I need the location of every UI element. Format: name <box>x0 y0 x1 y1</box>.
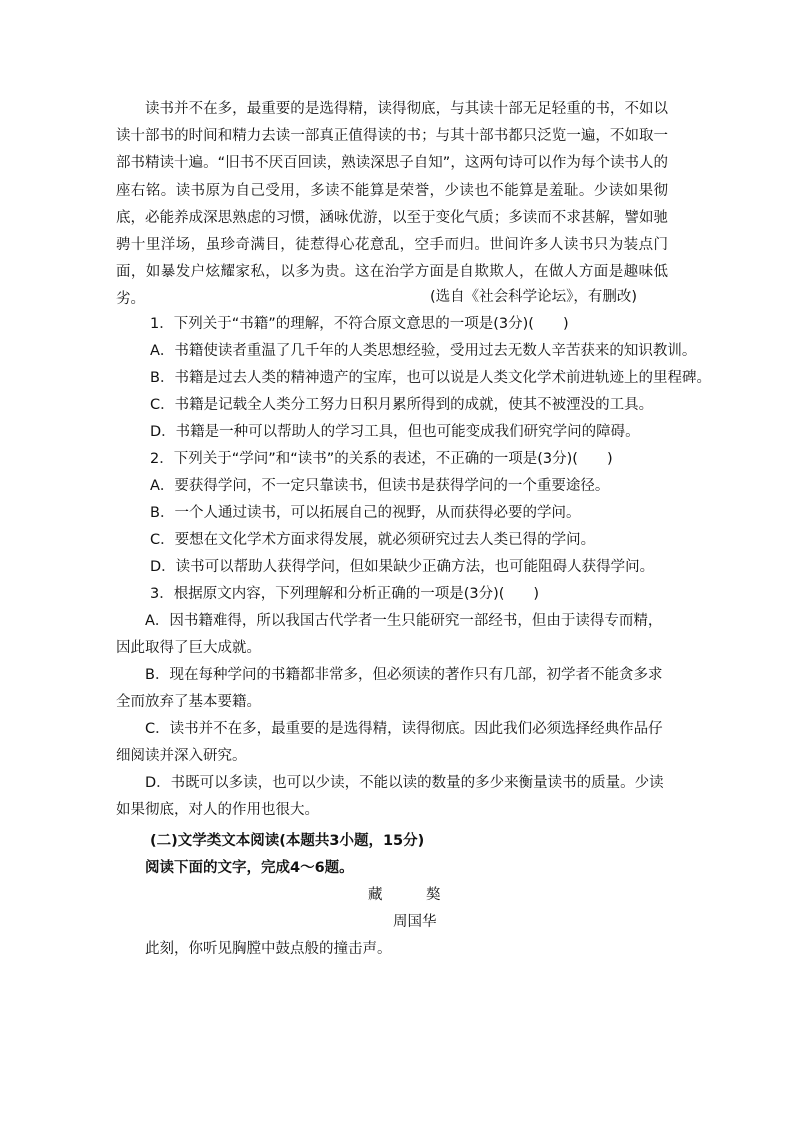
question-2-stem: 2．下列关于“学问”和“读书”的关系的表述，不正确的一项是(3分)( ) <box>150 451 613 467</box>
question-1-option-d: D．书籍是一种可以帮助人的学习工具，但也可能变成我们研究学问的障碍。 <box>150 424 640 440</box>
question-1-option-c: C．书籍是记载全人类分工努力日积月累所得到的成就，使其不被湮没的工具。 <box>150 397 654 413</box>
question-3-option-a: A．因书籍难得，所以我国古代学者一生只能研究一部经书，但由于读得专而精，因此取得了巨大成就。 <box>116 613 663 657</box>
question-3-option-c: C．读书并不在多，最重要的是选得精，读得彻底。因此我们必须选择经典作品仔细阅读并深入研究。 <box>116 721 663 765</box>
passage-source: (选自《社会科学论坛》，有删改) <box>430 289 638 305</box>
question-2-option-a: A．要获得学问，不一定只靠读书，但读书是获得学问的一个重要途径。 <box>150 478 610 494</box>
story-title-char-1: 藏 <box>368 887 383 903</box>
section-heading: (二)文学类文本阅读(本题共3小题，15分) <box>150 833 425 849</box>
question-3-option-b: B．现在每种学问的书籍都非常多，但必须读的著作只有几部，初学者不能贪多求全而放弃了基本要籍。 <box>116 667 663 711</box>
question-1-stem: 1．下列关于“书籍”的理解，不符合原文意思的一项是(3分)( ) <box>150 316 569 332</box>
question-2-option-b: B．一个人通过读书，可以拓展自己的视野，从而获得必要的学问。 <box>150 505 581 521</box>
section-instruction: 阅读下面的文字，完成4～6题。 <box>145 860 354 876</box>
story-author: 周国华 <box>393 914 437 930</box>
passage-paragraph: 读书并不在多，最重要的是选得精，读得彻底，与其读十部无足轻重的书，不如以读十部书的时间和精力去读一部真正值得读的书；与其十部书都只泛览一遍，不如取一部书精读十遍。“旧书不厌百回读，熟读深思子自知”，这两句诗可以作为每个读书人的座右铭。读书原为自己受用，多读不能算是荣誉，少读也不能算是羞耻。少读如果彻底，必能养成深思熟虑的习惯，涵咏优游，以至于变化气质；多读而不求甚解，譬如驰骋十里洋场，虽珍奇满目，徒惹得心花意乱，空手而归。世间许多人读书只为装点门面，如暴发户炫耀家私，以多为贵。这在治学方面是自欺欺人，在做人方面是趣味低劣。 <box>116 101 668 308</box>
question-1-option-a: A．书籍使读者重温了几千年的人类思想经验，受用过去无数人辛苦获来的知识教训。 <box>150 343 697 359</box>
question-2-option-c: C．要想在文化学术方面求得发展，就必须研究过去人类已得的学问。 <box>150 532 596 548</box>
question-3-stem: 3．根据原文内容，下列理解和分析正确的一项是(3分)( ) <box>150 586 540 602</box>
question-2-option-d: D．读书可以帮助人获得学问，但如果缺少正确方法，也可能阻碍人获得学问。 <box>150 559 655 575</box>
question-3-option-d: D．书既可以多读，也可以少读，不能以读的数量的多少来衡量读书的质量。少读如果彻底，对人的作用也很大。 <box>116 775 664 819</box>
story-title-char-2: 獒 <box>426 887 441 903</box>
story-first-line: 此刻，你听见胸膛中鼓点般的撞击声。 <box>145 941 392 957</box>
question-1-option-b: B．书籍是过去人类的精神遗产的宝库，也可以说是人类文化学术前进轨迹上的里程碑。 <box>150 370 711 386</box>
